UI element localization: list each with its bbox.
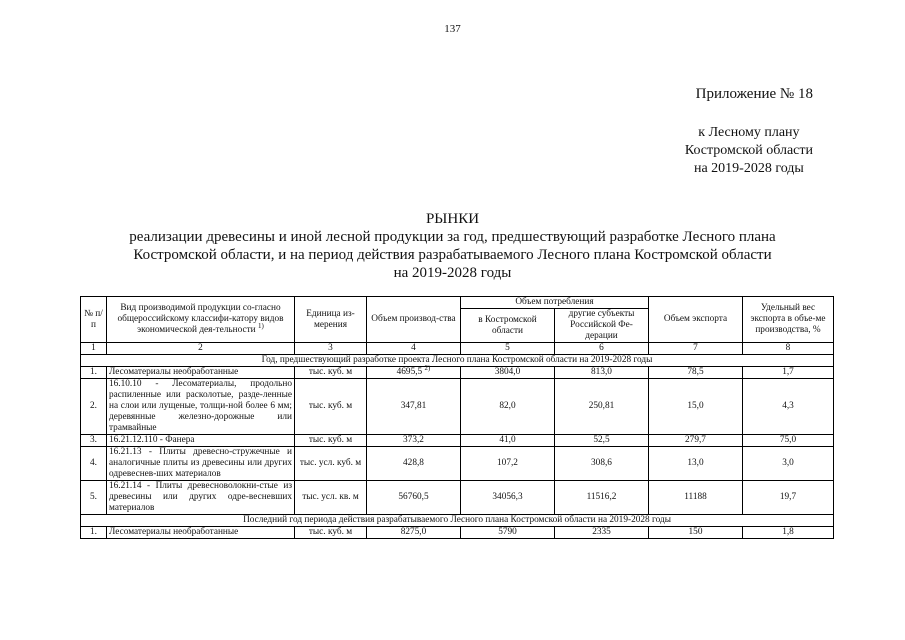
row-consumption-region: 107,2 bbox=[461, 447, 555, 481]
column-number: 6 bbox=[555, 343, 649, 355]
column-number: 2 bbox=[107, 343, 295, 355]
footnote-marker: 2) bbox=[424, 363, 431, 372]
header-consumption-region: в Костромской области bbox=[461, 309, 555, 343]
header-consumption: Объем потребления bbox=[461, 297, 649, 309]
section-row bbox=[81, 355, 834, 367]
column-number: 3 bbox=[295, 343, 367, 355]
row-export-share: 19,7 bbox=[743, 481, 834, 515]
row-product: 16.21.13 - Плиты древесно-стружечные и аналогичные плиты из древесины или других одревеснев-ших материалов bbox=[107, 447, 295, 481]
appendix-ref-line: к Лесному плану bbox=[698, 125, 800, 140]
appendix-ref-line: Костромской области bbox=[684, 143, 813, 158]
column-number: 8 bbox=[743, 343, 834, 355]
row-consumption-region: 82,0 bbox=[461, 379, 555, 435]
row-product: 16.21.14 - Плиты древесноволокни-стые из древесины или других одре-весневших материалов bbox=[107, 481, 295, 515]
document-title bbox=[0, 210, 905, 282]
header-num: № п/п bbox=[81, 297, 107, 343]
row-production: 428,8 bbox=[367, 447, 461, 481]
column-number: 1 bbox=[81, 343, 107, 355]
section-title: Последний год периода действия разрабатываемого Лесного плана Костромской области на 2019-2028 годы bbox=[81, 515, 834, 527]
row-consumption-other: 250,81 bbox=[555, 379, 649, 435]
table-row bbox=[81, 447, 834, 481]
row-unit: тыс. усл. кв. м bbox=[295, 481, 367, 515]
header-export-share: Удельный вес экспорта в объе-ме производства, % bbox=[743, 297, 834, 343]
row-consumption-other: 52,5 bbox=[555, 435, 649, 447]
page-number: 137 bbox=[444, 23, 461, 35]
section-title: Год, предшествующий разработке проекта Лесного плана Костромской области на 2019-2028 годы bbox=[81, 355, 834, 367]
footnote-marker: 1) bbox=[257, 321, 264, 330]
row-unit: тыс. куб. м bbox=[295, 435, 367, 447]
row-number: 2. bbox=[81, 379, 107, 435]
row-export-share: 1,8 bbox=[743, 527, 834, 539]
column-number: 7 bbox=[649, 343, 743, 355]
header-production: Объем производ-ства bbox=[367, 297, 461, 343]
row-consumption-other: 11516,2 bbox=[555, 481, 649, 515]
row-number: 4. bbox=[81, 447, 107, 481]
row-export-share: 3,0 bbox=[743, 447, 834, 481]
row-export: 78,5 bbox=[649, 367, 743, 379]
row-unit: тыс. куб. м bbox=[295, 527, 367, 539]
row-product: Лесоматериалы необработанные bbox=[107, 527, 295, 539]
appendix-reference bbox=[685, 124, 813, 178]
row-unit: тыс. усл. куб. м bbox=[295, 447, 367, 481]
title-line: реализации древесины и иной лесной продукции за год, предшествующий разработке Лесного плана bbox=[129, 229, 776, 245]
header-export: Объем экспорта bbox=[649, 297, 743, 343]
section-row bbox=[81, 515, 834, 527]
row-consumption-other: 813,0 bbox=[555, 367, 649, 379]
row-number: 1. bbox=[81, 527, 107, 539]
row-consumption-region: 3804,0 bbox=[461, 367, 555, 379]
row-export: 15,0 bbox=[649, 379, 743, 435]
table-row bbox=[81, 527, 834, 539]
row-consumption-other: 2335 bbox=[555, 527, 649, 539]
row-production: 373,2 bbox=[367, 435, 461, 447]
column-number-row bbox=[81, 343, 834, 355]
row-production: 8275,0 bbox=[367, 527, 461, 539]
table-row bbox=[81, 481, 834, 515]
header-unit: Единица из-мерения bbox=[295, 297, 367, 343]
header-row bbox=[81, 297, 834, 309]
header-consumption-other: другие субъекты Российской Фе-дерации bbox=[555, 309, 649, 343]
row-export: 279,7 bbox=[649, 435, 743, 447]
row-number: 5. bbox=[81, 481, 107, 515]
row-export: 150 bbox=[649, 527, 743, 539]
row-number: 1. bbox=[81, 367, 107, 379]
title-line: на 2019-2028 годы bbox=[393, 265, 512, 281]
markets-table bbox=[80, 296, 834, 539]
row-production: 4695,5 $^{2)}$ bbox=[367, 367, 461, 379]
row-product: 16.21.12.110 - Фанера bbox=[107, 435, 295, 447]
row-export: 13,0 bbox=[649, 447, 743, 481]
column-number: 4 bbox=[367, 343, 461, 355]
row-production: 56760,5 bbox=[367, 481, 461, 515]
title-main: РЫНКИ bbox=[425, 211, 480, 227]
title-line: Костромской области, и на период действия разрабатываемого Лесного плана Костромской области bbox=[133, 247, 772, 263]
row-export: 11188 bbox=[649, 481, 743, 515]
row-consumption-other: 308,6 bbox=[555, 447, 649, 481]
row-unit: тыс. куб. м bbox=[295, 367, 367, 379]
row-unit: тыс. куб. м bbox=[295, 379, 367, 435]
row-number: 3. bbox=[81, 435, 107, 447]
table-row bbox=[81, 435, 834, 447]
column-number: 5 bbox=[461, 343, 555, 355]
row-export-share: 75,0 bbox=[743, 435, 834, 447]
row-consumption-region: 5790 bbox=[461, 527, 555, 539]
row-export-share: 1,7 bbox=[743, 367, 834, 379]
row-product: 16.10.10 - Лесоматериалы, продольно распиленные или расколотые, разде-ленные на слои или лущеные, толщи-ной более 6 мм; деревянные железно-дорожные или трамвайные bbox=[107, 379, 295, 435]
table-row bbox=[81, 379, 834, 435]
row-consumption-region: 41,0 bbox=[461, 435, 555, 447]
row-consumption-region: 34056,3 bbox=[461, 481, 555, 515]
row-product: Лесоматериалы необработанные bbox=[107, 367, 295, 379]
appendix-label: Приложение № 18 bbox=[695, 86, 813, 102]
header-product: Вид производимой продукции со-гласно общероссийскому классифи-катору видов экономической дея-тельности $^{1)}$ bbox=[107, 297, 295, 343]
row-export-share: 4,3 bbox=[743, 379, 834, 435]
row-production: 347,81 bbox=[367, 379, 461, 435]
table-row bbox=[81, 367, 834, 379]
appendix-ref-line: на 2019-2028 годы bbox=[693, 161, 804, 176]
